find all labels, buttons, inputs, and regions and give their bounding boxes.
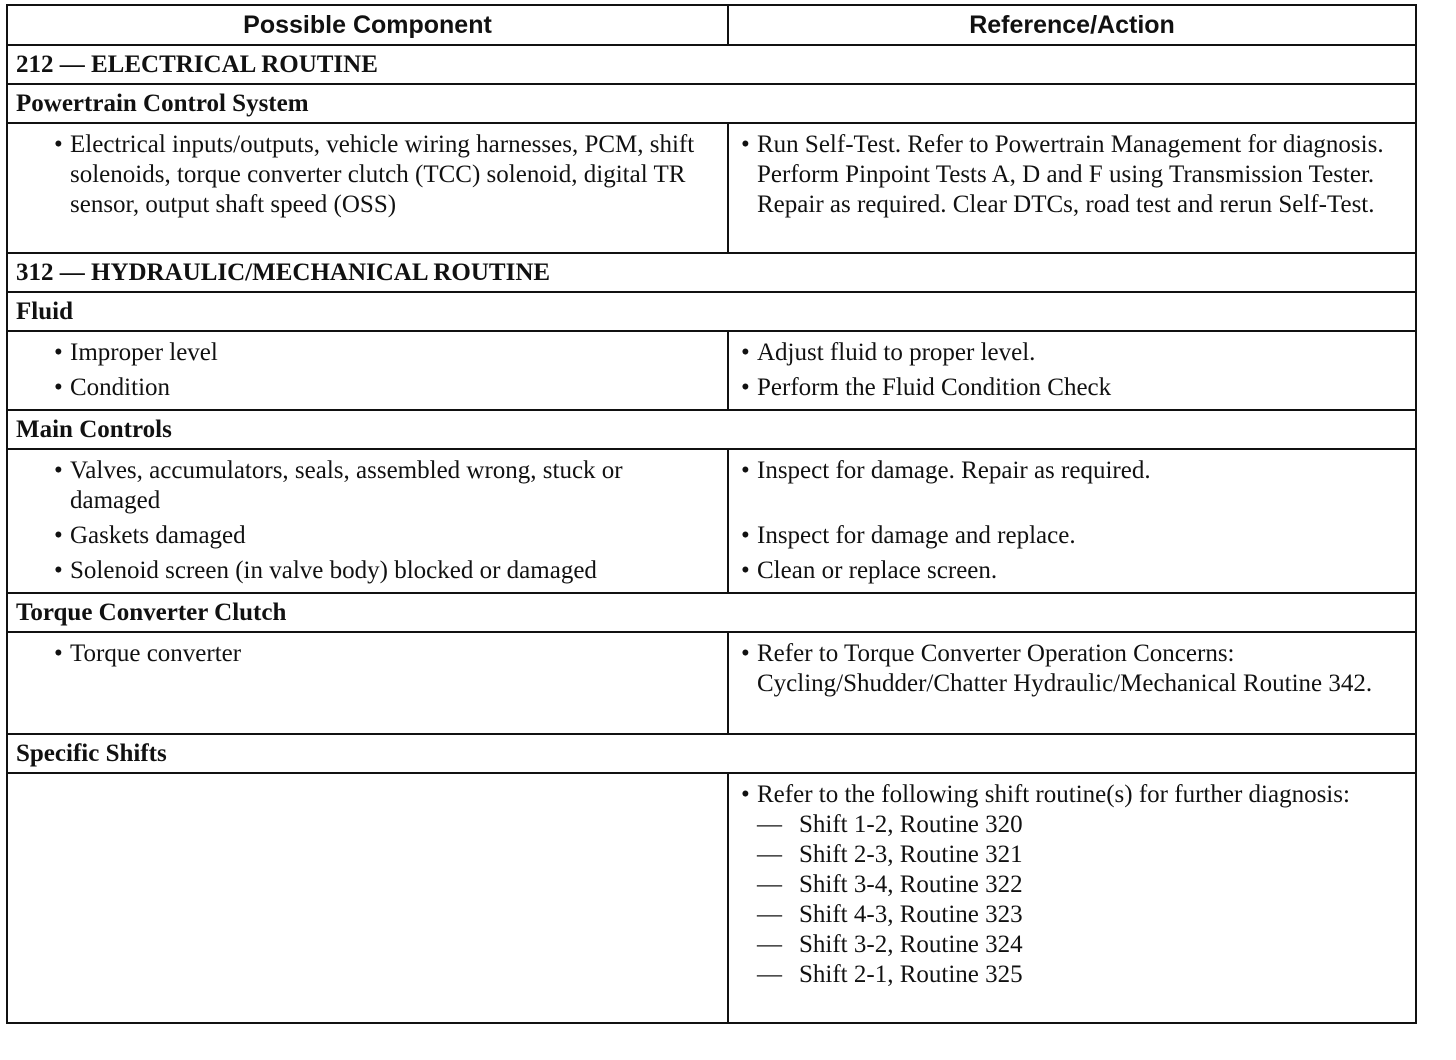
- dash-mark: —: [757, 871, 782, 898]
- dash-mark: —: [757, 841, 782, 868]
- subsection-header-row: [7, 734, 1416, 773]
- shift-routine-label: Shift 3-2, Routine 324: [799, 931, 1023, 958]
- component-item: • Improper level: [54, 338, 719, 368]
- action-item: • Inspect for damage. Repair as required.: [741, 456, 1407, 516]
- component-cell: [7, 123, 728, 253]
- action-item: • Clean or replace screen.: [741, 556, 1407, 586]
- component-cell: [7, 632, 728, 734]
- shift-routine-label: Shift 2-3, Routine 321: [799, 841, 1023, 868]
- header-row: [7, 5, 1416, 45]
- subsection-title: Powertrain Control System: [7, 84, 1416, 123]
- component-item: • Valves, accumulators, seals, assembled wrong, stuck or damaged: [54, 456, 719, 516]
- subsection-header-row: [7, 410, 1416, 449]
- subsection-header-row: [7, 84, 1416, 123]
- shift-routine-item: [741, 840, 1407, 870]
- shift-routine-item: [741, 870, 1407, 900]
- routine-header-row: [7, 253, 1416, 292]
- shift-routine-list: [741, 810, 1407, 990]
- shift-routine-item: [741, 930, 1407, 960]
- dash-mark: —: [757, 931, 782, 958]
- component-item: • Torque converter: [54, 639, 719, 669]
- component-item: • Condition: [54, 373, 719, 403]
- routine-title: 312 — HYDRAULIC/MECHANICAL ROUTINE: [7, 253, 1416, 292]
- component-item: • Electrical inputs/outputs, vehicle wiring harnesses, PCM, shift solenoids, torque converter clutch (TCC) solenoid, digital TR sensor, output shaft speed (OSS): [54, 130, 719, 220]
- table-row: [7, 331, 1416, 410]
- shift-routine-label: Shift 2-1, Routine 325: [799, 961, 1023, 988]
- action-cell: [728, 123, 1416, 253]
- component-cell: [7, 449, 728, 593]
- action-cell: [728, 773, 1416, 1023]
- shift-routine-label: Shift 1-2, Routine 320: [799, 811, 1023, 838]
- shift-routine-item: [741, 900, 1407, 930]
- component-cell: [7, 331, 728, 410]
- action-cell: [728, 632, 1416, 734]
- subsection-title: Fluid: [7, 292, 1416, 331]
- routine-header-row: [7, 45, 1416, 84]
- dash-mark: —: [757, 961, 782, 988]
- table-row: [7, 773, 1416, 1023]
- dash-mark: —: [757, 901, 782, 928]
- header-reference-action: Reference/Action: [728, 5, 1416, 45]
- subsection-header-row: [7, 593, 1416, 632]
- table-row: [7, 123, 1416, 253]
- shift-routine-item: [741, 810, 1407, 840]
- subsection-title: Torque Converter Clutch: [7, 593, 1416, 632]
- subsection-title: Main Controls: [7, 410, 1416, 449]
- routine-table: [6, 4, 1417, 1024]
- routine-title: 212 — ELECTRICAL ROUTINE: [7, 45, 1416, 84]
- table-row: [7, 449, 1416, 593]
- component-item: • Solenoid screen (in valve body) blocked or damaged: [54, 556, 719, 586]
- component-cell: [7, 773, 728, 1023]
- action-item: • Refer to Torque Converter Operation Concerns: Cycling/Shudder/Chatter Hydraulic/Mechanical Routine 342.: [741, 639, 1407, 699]
- action-cell: [728, 331, 1416, 410]
- action-item: • Inspect for damage and replace.: [741, 521, 1407, 551]
- action-cell: [728, 449, 1416, 593]
- subsection-header-row: [7, 292, 1416, 331]
- shift-routine-label: Shift 4-3, Routine 323: [799, 901, 1023, 928]
- table-row: [7, 632, 1416, 734]
- dash-mark: —: [757, 811, 782, 838]
- action-item: • Refer to the following shift routine(s) for further diagnosis:: [741, 780, 1407, 810]
- subsection-title: Specific Shifts: [7, 734, 1416, 773]
- component-item: • Gaskets damaged: [54, 521, 719, 551]
- action-item: • Perform the Fluid Condition Check: [741, 373, 1407, 403]
- shift-routine-item: [741, 960, 1407, 990]
- header-possible-component: Possible Component: [7, 5, 728, 45]
- action-item: • Adjust fluid to proper level.: [741, 338, 1407, 368]
- action-item: • Run Self-Test. Refer to Powertrain Management for diagnosis. Perform Pinpoint Tests A, D and F using Transmission Tester. Repair as required. Clear DTCs, road test and rerun Self-Test.: [741, 130, 1407, 220]
- shift-routine-label: Shift 3-4, Routine 322: [799, 871, 1023, 898]
